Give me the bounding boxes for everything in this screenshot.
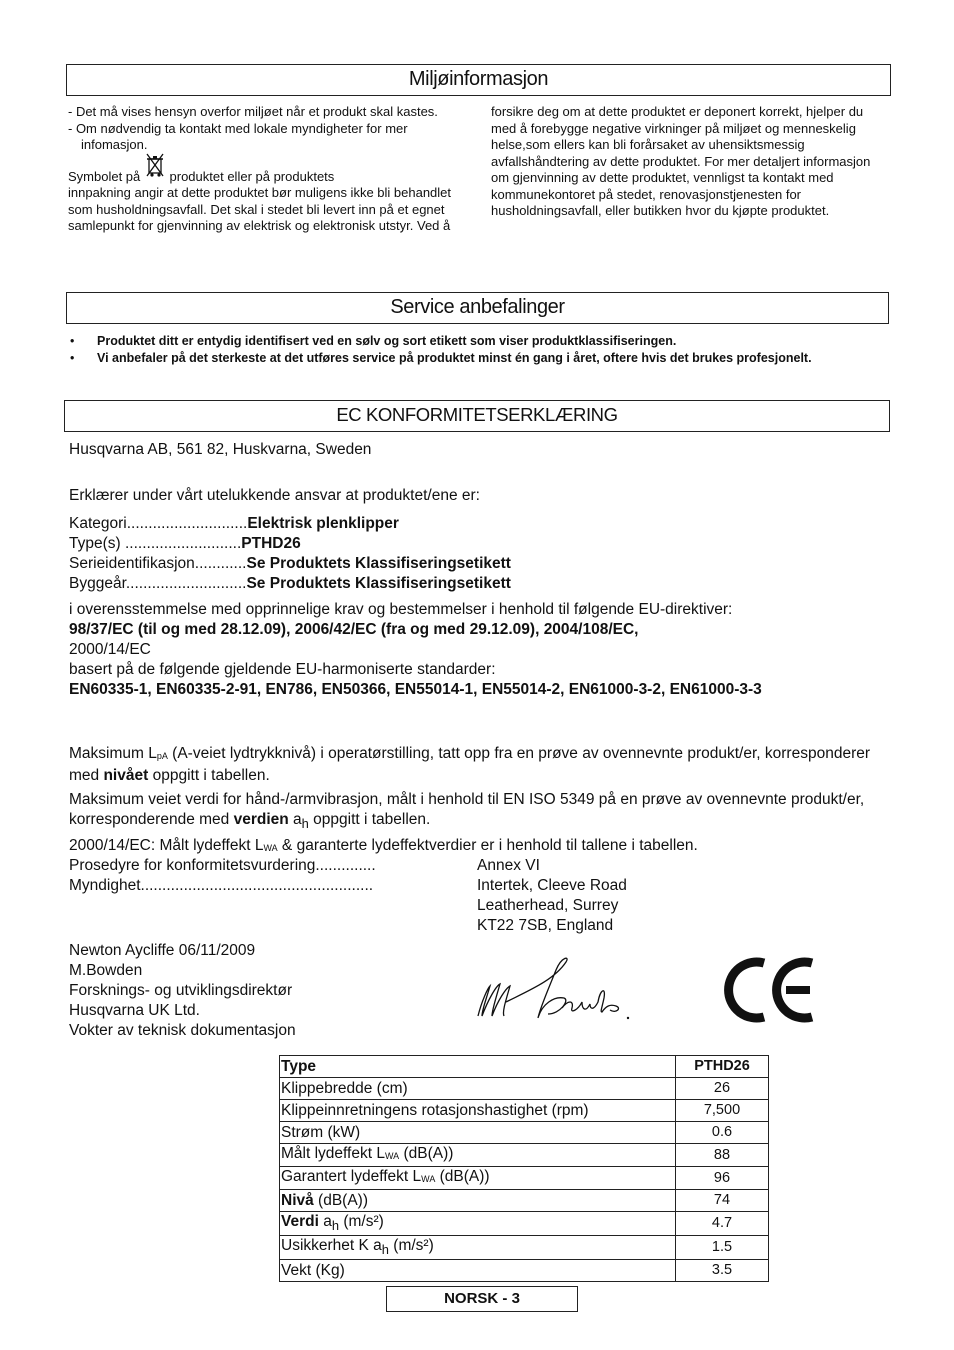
service-bullet-2: • Vi anbefaler på det sterkeste at det utføres service på produktet minst én gang i året, oftere hvis det brukes profesjonelt. [70,350,890,367]
conformity-text: i overensstemmelse med opprinnelige krav og bestemmelser i henhold til følgende EU-direktiver: [69,601,733,618]
table-row [280,1212,769,1236]
row-label-subscript: WA [421,1174,436,1184]
section-title-ec-declaration: EC KONFORMITETSERKLÆRING [64,400,890,432]
noise-text-1: Maksimum L [69,745,157,762]
ce-mark-icon [724,955,820,1025]
sound-subscript: WA [263,843,278,853]
table-row [280,1167,769,1190]
declaration-statement: Erklærer under vårt utelukkende ansvar at produktet/ene er: [69,487,480,504]
row-label [280,1144,676,1167]
row-label-unit: (m/s²) [339,1213,384,1230]
sound-power-paragraph [69,836,899,858]
table-row [280,1190,769,1212]
authority-address [477,876,627,936]
directives-list: 98/37/EC (til og med 28.12.09), 2006/42/EC (fra og med 29.12.09), 2004/108/EC, [69,621,639,638]
symbol-line [68,165,468,186]
field-label: Serieidentifikasjon............ [69,555,247,572]
row-value: 96 [676,1167,769,1190]
table-row [280,1236,769,1260]
authority-label: Myndighet...................................................... [69,877,374,894]
directive-extra: 2000/14/EC [69,641,151,658]
handwritten-signature [470,950,640,1030]
noise-text-2: (A-veiet lydtrykknivå) i operatørstilling, tatt opp fra en prøve av ovennevnte produkt/er, korresponderer med [69,745,871,784]
row-value: 88 [676,1144,769,1167]
vibration-subscript: h [301,816,309,832]
noise-subscript: pA [156,751,168,761]
noise-text-3: oppgitt i tabellen. [148,767,270,784]
field-serial [69,554,899,574]
manufacturer-address: Husqvarna AB, 561 82, Huskvarna, Sweden [69,441,372,458]
row-label: Klippebredde (cm) [280,1078,676,1100]
signatory-line: Forsknings- og utviklingsdirektør [69,982,293,999]
row-label-bold: Verdi [281,1213,319,1230]
row-value: 0.6 [676,1122,769,1144]
row-label-text: Målt lydeffekt L [281,1145,385,1162]
field-type [69,534,899,554]
row-label-unit: (dB(A)) [399,1145,454,1162]
row-label: Vekt (Kg) [280,1260,676,1282]
row-label [280,1167,676,1190]
signatory-line: M.Bowden [69,962,143,979]
specification-table [279,1055,769,1282]
row-label-subscript: h [331,1218,340,1234]
row-label-unit: (dB(A)) [435,1168,490,1185]
procedure-value: Annex VI [477,857,540,874]
row-label-unit: (dB(A)) [313,1192,368,1209]
table-row [280,1100,769,1122]
vibration-paragraph [69,790,899,834]
field-value: Se Produktets Klassifiseringsetikett [246,555,511,572]
signatory-block [69,941,296,1041]
section-title-service: Service anbefalinger [66,292,889,324]
section-title-environment: Miljøinformasjon [66,64,891,96]
authority-line: Intertek, Cleeve Road [477,877,627,894]
noise-bold: nivået [103,767,149,784]
sound-text-2: & garanterte lydeffektverdier er i henhold til tallene i tabellen. [277,837,698,854]
row-value: 7,500 [676,1100,769,1122]
row-label-bold: Nivå [281,1192,314,1209]
field-label: Type(s) ........................... [69,535,242,552]
sound-text-1: 2000/14/EC: Målt lydeffekt L [69,837,264,854]
signatory-line: Husqvarna UK Ltd. [69,1002,200,1019]
vibration-a: a [288,811,302,828]
row-label [280,1236,676,1260]
header-value: PTHD26 [676,1056,769,1078]
row-label [280,1212,676,1236]
header-label: Type [280,1056,676,1078]
directives-block [69,600,899,700]
service-bullet-list [70,333,890,366]
field-value: Elektrisk plenklipper [247,515,399,532]
row-value: 74 [676,1190,769,1212]
field-value: PTHD26 [241,535,301,552]
procedure-label: Prosedyre for konformitetsvurdering.............. [69,857,376,874]
noise-paragraph [69,744,899,786]
page-footer: NORSK - 3 [386,1286,578,1312]
table-header-row [280,1056,769,1078]
signatory-line: Newton Aycliffe 06/11/2009 [69,942,256,959]
crossed-out-wheelie-bin-icon [144,165,166,181]
field-year [69,574,899,594]
table-row [280,1078,769,1100]
field-value: Se Produktets Klassifiseringsetikett [246,575,511,592]
standards-intro: basert på de følgende gjeldende EU-harmoniserte standarder: [69,661,496,678]
vibration-text-1: Maksimum veiet verdi for hånd-/armvibrasjon, målt i henhold til EN ISO 5349 på en prøve av ovennevnte produkt/er, korresponderende med [69,791,865,828]
symbol-post-text: produktet eller på produktets [169,168,335,184]
authority-line: KT22 7SB, England [477,917,614,934]
environment-left-column [68,104,468,235]
vibration-bold: verdien [233,811,289,828]
table-row [280,1122,769,1144]
row-label [280,1190,676,1212]
field-category [69,514,899,534]
signatory-line: Vokter av teknisk dokumentasjon [69,1022,296,1039]
symbol-pre-text: Symbolet på [68,168,141,184]
row-label-text: Garantert lydeffekt L [281,1168,422,1185]
row-value: 3.5 [676,1260,769,1282]
standards-list: EN60335-1, EN60335-2-91, EN786, EN50366, EN55014-1, EN55014-2, EN61000-3-2, EN61000-3-3 [69,681,762,698]
row-label-text: a [318,1213,332,1230]
environment-paragraph-left: innpakning angir at dette produktet bør muligens ikke bli behandlet som husholdningsavfall. Det skal i stedet bli levert inn på et egnet samlepunkt for gjenvinning av elektrisk og elektronisk utstyr. Ved å [68,185,452,233]
row-label-subscript: h [381,1242,389,1258]
field-label: Byggeår............................ [69,575,247,592]
product-fields [69,514,899,594]
environment-right-column [491,104,881,220]
environment-item-2: - Om nødvendig ta kontakt med lokale myndigheter for mer infomasjon. [68,120,408,152]
table-row [280,1260,769,1282]
row-value: 4.7 [676,1212,769,1236]
field-label: Kategori............................ [69,515,248,532]
table-row [280,1144,769,1167]
row-label: Strøm (kW) [280,1122,676,1144]
row-label: Klippeinnretningens rotasjonshastighet (rpm) [280,1100,676,1122]
vibration-text-2: oppgitt i tabellen. [308,811,431,828]
environment-item-1: - Det må vises hensyn overfor miljøet når et produkt skal kastes. [68,104,438,119]
service-bullet-1: • Produktet ditt er entydig identifisert ved en sølv og sort etikett som viser produktklassifiseringen. [70,333,890,350]
row-label-unit: (m/s²) [388,1237,434,1255]
row-value: 26 [676,1078,769,1100]
environment-paragraph-right: forsikre deg om at dette produktet er deponert korrekt, hjelper du med å forebygge negative virkninger på miljøet og menneskelig helse,som ellers kan bli forårsaket av uhensiktsmessig avfallshåndtering av dette produktet. For mer detaljert informasjon om gjenvinning av dette produktet, vennligst ta kontakt med kommunekontoret på stedet, renovasjonstjenesten for husholdningsavfall, eller butikken hvor du kjøpte produktet. [491,104,871,218]
row-value: 1.5 [676,1236,769,1260]
row-label-text: Usikkerhet K a [281,1237,382,1255]
row-label-subscript: WA [384,1151,400,1161]
authority-line: Leatherhead, Surrey [477,897,619,914]
